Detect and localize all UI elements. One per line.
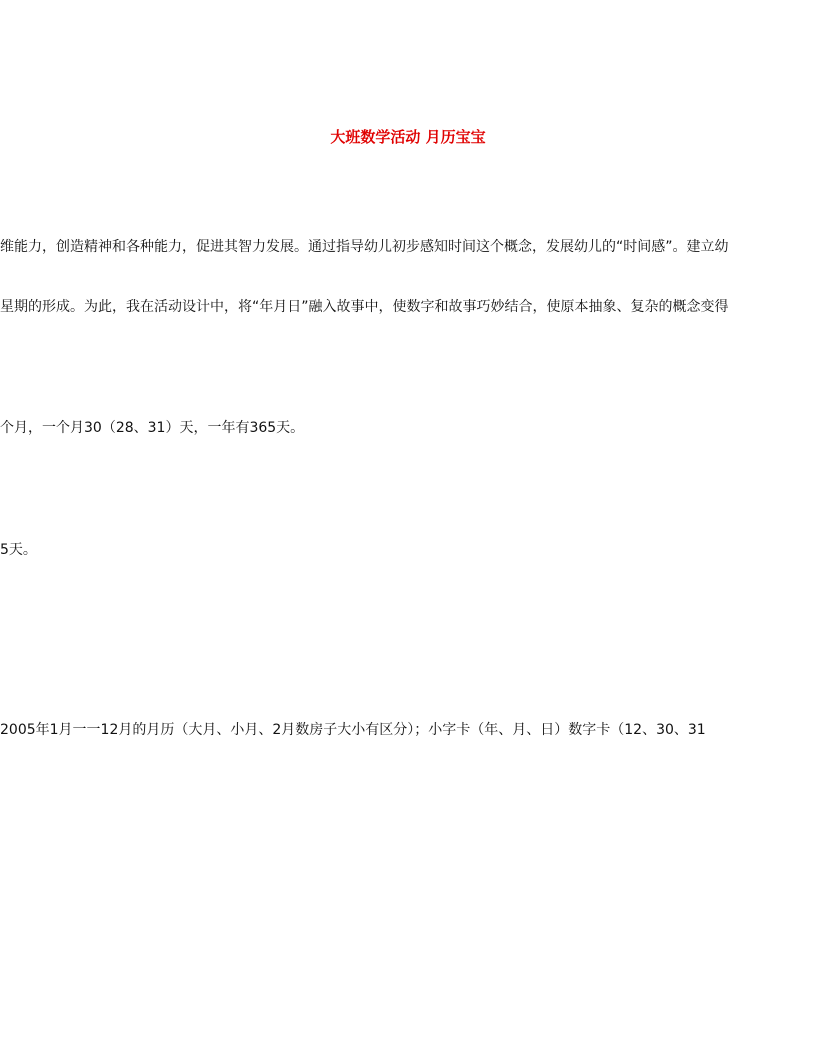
document-title: 大班数学活动 月历宝宝: [330, 128, 486, 146]
paragraph-line: 2005年1月一一12月的月历（大月、小月、2月数房子大小有区分）；小字卡（年、月、日）数字卡（12、30、31: [0, 722, 706, 738]
paragraph-line: 5天。: [0, 542, 37, 558]
paragraph-line: 维能力，创造精神和各种能力，促进其智力发展。通过指导幼儿初步感知时间这个概念，发展幼儿的“时间感”。建立幼: [0, 239, 729, 255]
paragraph-line: 星期的形成。为此，我在活动设计中，将“年月日”融入故事中，使数字和故事巧妙结合，使原本抽象、复杂的概念变得: [0, 299, 729, 315]
paragraph-line: 个月，一个月30（28、31）天，一年有365天。: [0, 420, 305, 436]
